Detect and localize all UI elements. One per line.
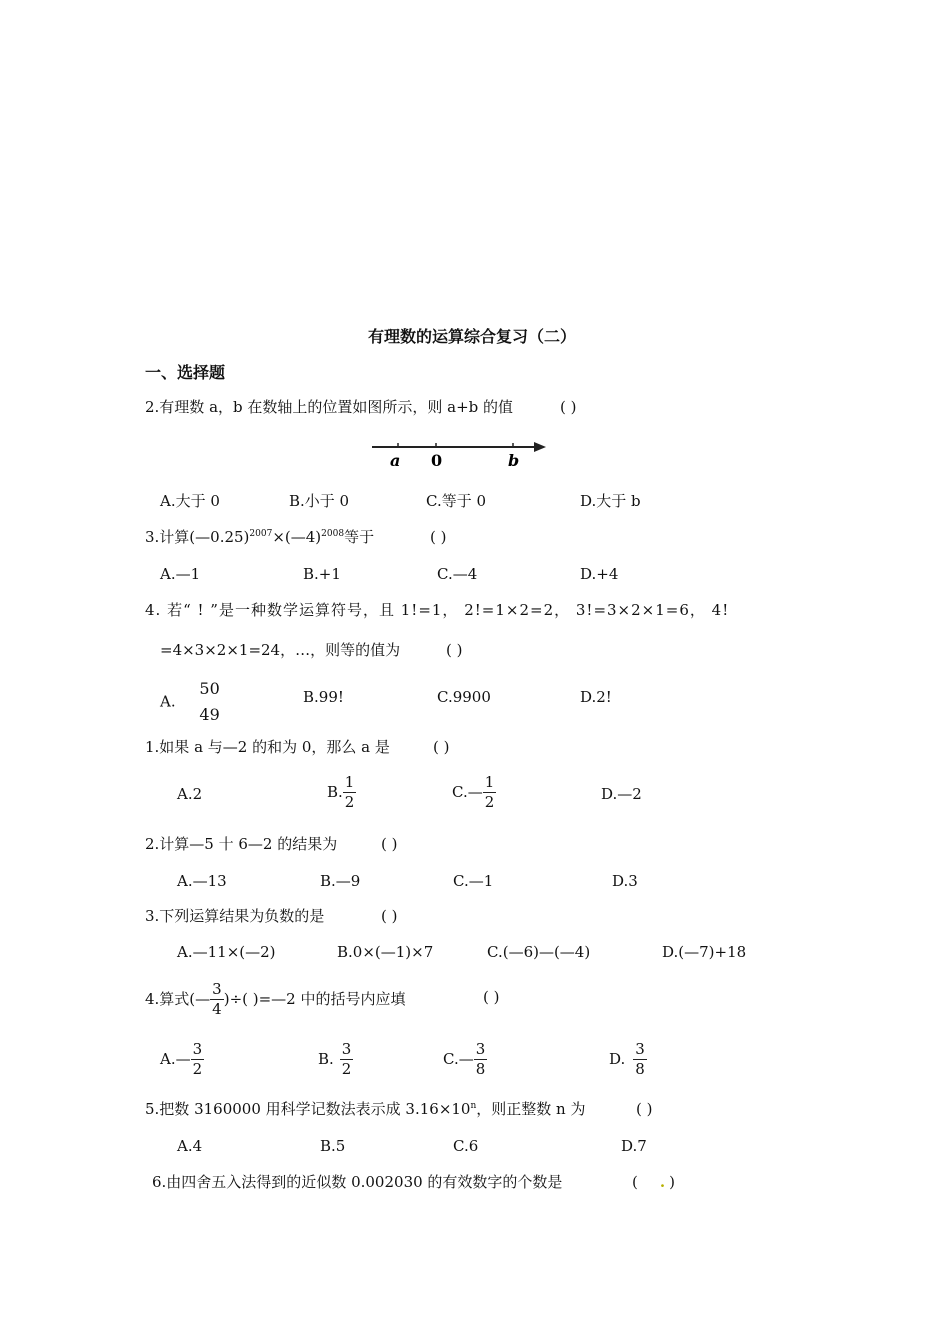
question-stem: 6.由四舍五入法得到的近似数 0.002030 的有效数字的个数是: [152, 1173, 563, 1191]
exponent: 2007: [249, 529, 273, 539]
numerator: 50: [199, 679, 220, 698]
question-stem: 2.计算—5 十 6—2 的结果为: [145, 835, 338, 853]
label-zero: 0: [431, 451, 443, 470]
numerator: 3: [192, 1040, 203, 1058]
answer-blank: ( ): [381, 835, 398, 853]
stem-part: 3.计算(—0.25): [145, 528, 250, 546]
question-stem: 2.有理数 a，b 在数轴上的位置如图所示，则 a+b 的值: [145, 398, 514, 416]
option-c: [443, 1042, 487, 1077]
stem-part: ，则正整数 n 为: [476, 1100, 586, 1118]
denominator: 2: [344, 793, 355, 811]
option-c: C.(—6)—(—4): [487, 943, 591, 961]
fraction: [474, 1042, 488, 1077]
answer-blank: ( ): [636, 1100, 653, 1118]
option-c: C.—4: [437, 565, 478, 583]
fraction: [210, 982, 224, 1017]
option-b: B.99!: [303, 688, 344, 706]
option-a: A.—1: [160, 565, 201, 583]
question-stem: [145, 1102, 585, 1117]
option-d: D.2!: [580, 688, 612, 706]
denominator: 8: [475, 1060, 486, 1078]
bracket-close: ): [669, 1173, 675, 1191]
option-letter: A.—: [160, 1050, 191, 1068]
option-d: D.—2: [601, 785, 642, 803]
option-b: B.0×(—1)×7: [337, 943, 434, 961]
denominator: 2: [484, 793, 495, 811]
answer-blank: ( ): [433, 738, 450, 756]
option-b: B.5: [320, 1137, 346, 1155]
option-b: B.小于 0: [289, 492, 350, 510]
option-d: D.3: [612, 872, 638, 890]
fraction: [483, 775, 497, 810]
option-b: B.+1: [303, 565, 341, 583]
option-c: C.6: [453, 1137, 479, 1155]
denominator: 49: [199, 705, 220, 724]
option-letter: C.—: [452, 783, 483, 801]
fraction: [196, 681, 222, 723]
page-title: 有理数的运算综合复习（二）: [368, 327, 577, 346]
option-a: A.—11×(—2): [177, 943, 276, 961]
numerator: 1: [344, 773, 355, 791]
option-letter: A.: [160, 692, 176, 711]
fraction: [191, 1042, 205, 1077]
question-stem: 3.下列运算结果为负数的是: [145, 907, 325, 925]
answer-blank: ( ): [430, 528, 447, 546]
option-letter: D.: [609, 1050, 626, 1068]
denominator: 2: [341, 1060, 352, 1078]
answer-blank: ( ): [483, 988, 500, 1006]
exponent: n: [470, 1101, 477, 1111]
option-a: A.—13: [177, 872, 227, 890]
fraction: [340, 1042, 354, 1077]
option-b: [327, 775, 356, 810]
option-letter: B.: [318, 1050, 334, 1068]
stem-part: 4.算式(—: [145, 990, 211, 1008]
label-a: a: [390, 451, 401, 470]
option-d: D.7: [621, 1137, 647, 1155]
option-letter: B.: [327, 783, 343, 801]
option-d: D.(—7)+18: [662, 943, 747, 961]
numerator: 3: [341, 1040, 352, 1058]
question-stem: 1.如果 a 与—2 的和为 0，那么 a 是: [145, 738, 390, 756]
numerator: 1: [484, 773, 495, 791]
option-d: [609, 1042, 647, 1077]
arrow-right-icon: [534, 442, 546, 452]
answer-blank: [632, 1175, 675, 1190]
numerator: 3: [475, 1040, 486, 1058]
option-a: A.2: [177, 785, 203, 803]
option-a: [160, 1042, 204, 1077]
numerator: 3: [635, 1040, 645, 1058]
numerator: 3: [212, 980, 222, 998]
fraction: [633, 1042, 647, 1077]
option-b: B.—9: [320, 872, 361, 890]
stem-part: ×(—4): [272, 528, 322, 546]
stem-part: )÷( )=—2 中的括号内应填: [223, 990, 406, 1008]
denominator: 2: [192, 1060, 203, 1078]
denominator: 8: [635, 1060, 645, 1078]
option-d: D.大于 b: [580, 492, 641, 510]
label-b: b: [508, 451, 520, 470]
option-a: A.大于 0: [160, 492, 220, 510]
question-stem: [145, 982, 406, 1017]
answer-blank: ( ): [560, 398, 577, 416]
marker-dot: .: [659, 1173, 666, 1191]
option-a: [160, 681, 223, 723]
question-stem-line1: 4. 若“ ! ”是一种数学运算符号，且 1!=1， 2!=1×2=2， 3!=3×2×1=6， 4!: [145, 601, 730, 619]
option-c: C.—1: [453, 872, 494, 890]
option-c: [452, 775, 496, 810]
answer-blank: ( ): [446, 641, 463, 659]
option-b: [318, 1042, 353, 1077]
section-heading: 一、选择题: [145, 363, 226, 382]
option-c: C.等于 0: [426, 492, 487, 510]
option-a: A.4: [177, 1137, 203, 1155]
option-d: D.+4: [580, 565, 619, 583]
denominator: 4: [212, 1000, 222, 1018]
fraction: [343, 775, 357, 810]
option-c: C.9900: [437, 688, 491, 706]
question-stem-line2: =4×3×2×1=24，…，则等的值为: [160, 641, 401, 659]
number-line-figure: [368, 438, 553, 474]
stem-part: 等于: [344, 528, 375, 546]
option-letter: C.—: [443, 1050, 474, 1068]
answer-blank: ( ): [381, 907, 398, 925]
bracket-open: (: [632, 1173, 638, 1191]
exponent: 2008: [321, 529, 345, 539]
stem-part: 5.把数 3160000 用科学记数法表示成 3.16×10: [145, 1100, 471, 1118]
question-stem: [145, 530, 374, 545]
